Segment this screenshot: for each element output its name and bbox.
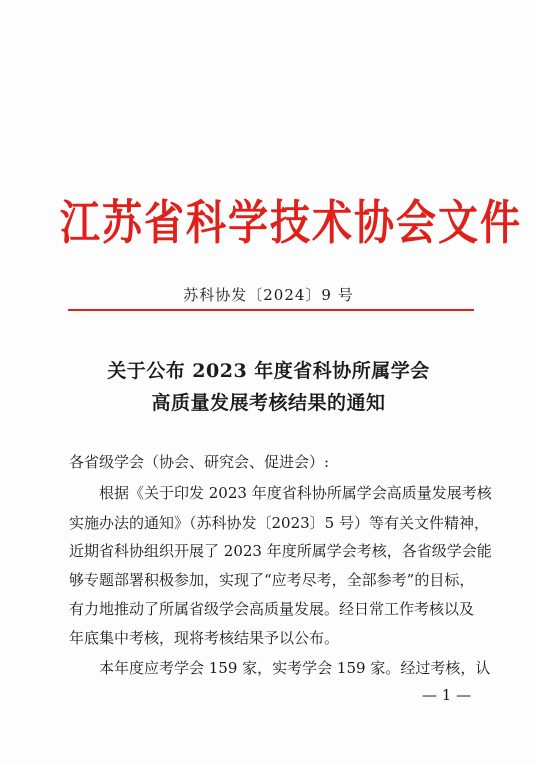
red-separator-line	[68, 309, 474, 311]
salutation: 各省级学会（协会、研究会、促进会）:	[69, 453, 330, 471]
paragraph-1-line-2: 实施办法的通知》（苏科协发〔2023〕5 号）等有关文件精神，	[69, 514, 489, 532]
paragraph-1-line-6: 年底集中考核，现将考核结果予以公布。	[69, 629, 340, 647]
page-number: — 1 —	[422, 686, 472, 704]
paragraph-1-line-1: 根据《关于印发 2023 年度省科协所属学会高质量发展考核	[99, 484, 492, 502]
paragraph-1-line-3: 近期省科协组织开展了 2023 年度所属学会考核，各省级学会能	[69, 542, 492, 560]
paragraph-1-line-4: 够专题部署积极参加，实现了“应考尽考，全部参考”的目标，	[69, 571, 475, 589]
notice-title-line-1: 关于公布 2023 年度省科协所属学会	[107, 360, 430, 382]
paragraph-1-line-5: 有力地推动了所属省级学会高质量发展。经日常工作考核以及	[69, 600, 475, 618]
notice-title-line-2: 高质量发展考核结果的通知	[151, 392, 386, 414]
document-number: 苏科协发〔2024〕9 号	[183, 286, 354, 304]
issuer-header: 江苏省科学技术协会文件	[60, 196, 522, 251]
paragraph-2-line-1: 本年度应考学会 159 家，实考学会 159 家。经过考核，认	[99, 659, 491, 677]
